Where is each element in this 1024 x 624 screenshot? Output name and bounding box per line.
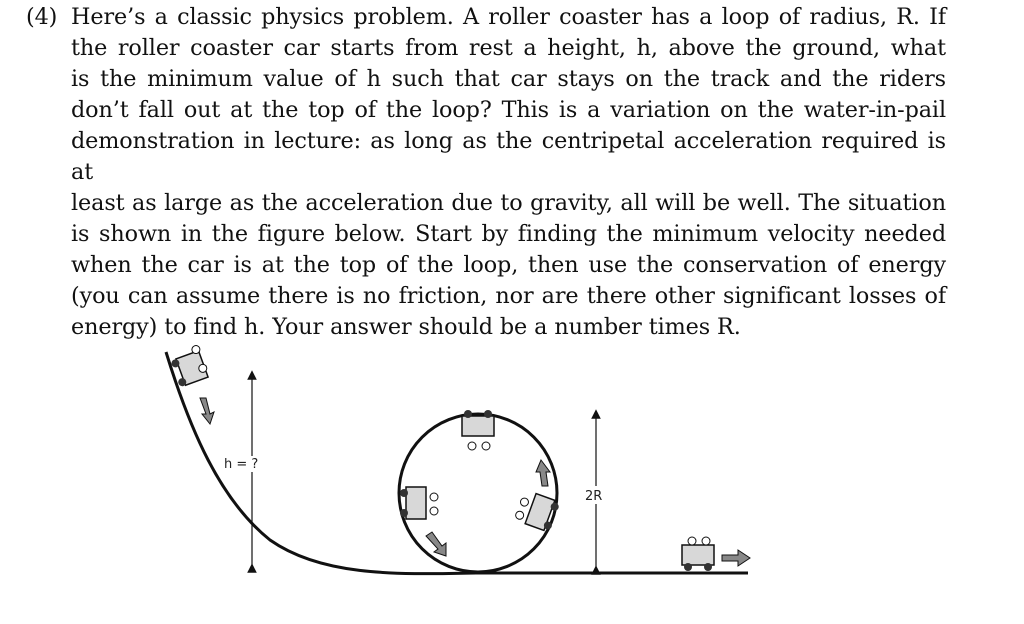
loop-arrow-left-icon [426, 532, 446, 556]
problem-line-9: (you can assume there is no friction, nor are there other significant losses of [71, 283, 946, 309]
down-arrow-icon [200, 398, 214, 424]
car-left-icon [400, 487, 438, 519]
problem-line-3: is the minimum value of h such that car stays on the track and the riders [71, 66, 946, 92]
problem-line-2: the roller coaster car starts from rest a height, h, above the ground, what [71, 35, 946, 61]
problem-line-4: don’t fall out at the top of the loop? This is a variation on the water-in-pail [71, 97, 946, 123]
car-top-icon [462, 410, 494, 450]
problem-line-10: energy) to find h. Your answer should be a number times R. [71, 314, 741, 340]
problem-number: (4) [26, 4, 58, 30]
diameter-label: 2R [585, 489, 603, 504]
height-label: h = ? [224, 457, 259, 472]
up-arrow-icon [536, 460, 550, 486]
problem-line-5: demonstration in lecture: as long as the centripetal acceleration required is at [71, 128, 946, 185]
problem-line-7: is shown in the figure below. Start by finding the minimum velocity needed [71, 221, 946, 247]
car-exit-icon [682, 537, 714, 571]
problem-line-1: (4) Here’s a classic physics problem. A roller coaster has a loop of radius, R. If [26, 2, 946, 33]
problem-line-6: least as large as the acceleration due to gravity, all will be well. The situation [71, 190, 946, 216]
problem-line-8: when the car is at the top of the loop, then use the conservation of energy [71, 252, 946, 278]
right-arrow-icon [722, 550, 750, 566]
